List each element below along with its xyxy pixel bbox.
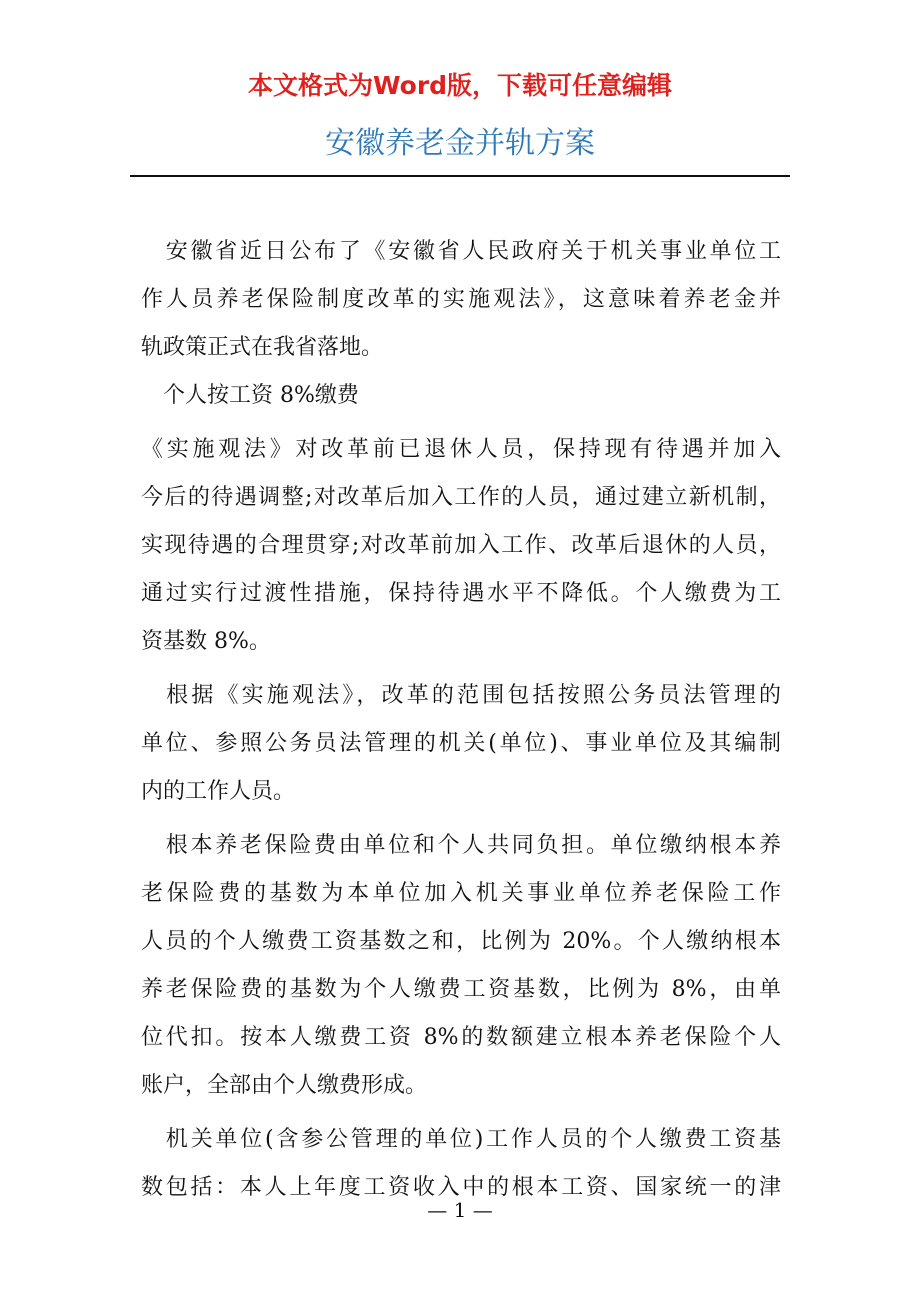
- text-line: 通过实行过渡性措施，保持待遇水平不降低。个人缴费为工: [141, 581, 781, 606]
- text-line: 内的工作人员。: [141, 779, 296, 804]
- section-heading: 个人按工资 8%缴费: [141, 383, 359, 408]
- page-number: — 1 —: [427, 1198, 493, 1222]
- title-divider: [130, 175, 790, 177]
- text-line: 轨政策正式在我省落地。: [141, 335, 384, 360]
- text-line: 位代扣。按本人缴费工资 8%的数额建立根本养老保险个人: [141, 1025, 781, 1050]
- text-line: 数包括：本人上年度工资收入中的根本工资、国家统一的津: [141, 1175, 781, 1200]
- text-line: 单位、参照公务员法管理的机关(单位)、事业单位及其编制: [141, 731, 781, 756]
- text-line: 机关单位(含参公管理的单位)工作人员的个人缴费工资基: [141, 1127, 781, 1152]
- text-line: 根据《实施观法》，改革的范围包括按照公务员法管理的: [141, 683, 781, 708]
- text-line: 根本养老保险费由单位和个人共同负担。单位缴纳根本养: [141, 833, 781, 858]
- text-line: 实现待遇的合理贯穿;对改革前加入工作、改革后退休的人员，: [141, 533, 781, 558]
- text-line: 资基数 8%。: [141, 629, 271, 654]
- text-line: 账户，全部由个人缴费形成。: [141, 1073, 428, 1098]
- text-line: 养老保险费的基数为个人缴费工资基数，比例为 8%，由单: [141, 977, 781, 1002]
- text-line: 今后的待遇调整;对改革后加入工作的人员，通过建立新机制，: [141, 485, 781, 510]
- text-line: 《实施观法》对改革前已退休人员，保持现有待遇并加入: [141, 437, 781, 462]
- text-line: 作人员养老保险制度改革的实施观法》，这意味着养老金并: [141, 287, 781, 312]
- document-title: 安徽养老金并轨方案: [325, 126, 595, 161]
- text-line: 老保险费的基数为本单位加入机关事业单位养老保险工作: [141, 881, 781, 906]
- document-body: [141, 228, 781, 1212]
- text-line: 安徽省近日公布了《安徽省人民政府关于机关事业单位工: [141, 239, 781, 264]
- format-notice-banner: 本文格式为Word版，下载可任意编辑: [247, 71, 673, 100]
- text-line: 人员的个人缴费工资基数之和，比例为 20%。个人缴纳根本: [141, 929, 781, 954]
